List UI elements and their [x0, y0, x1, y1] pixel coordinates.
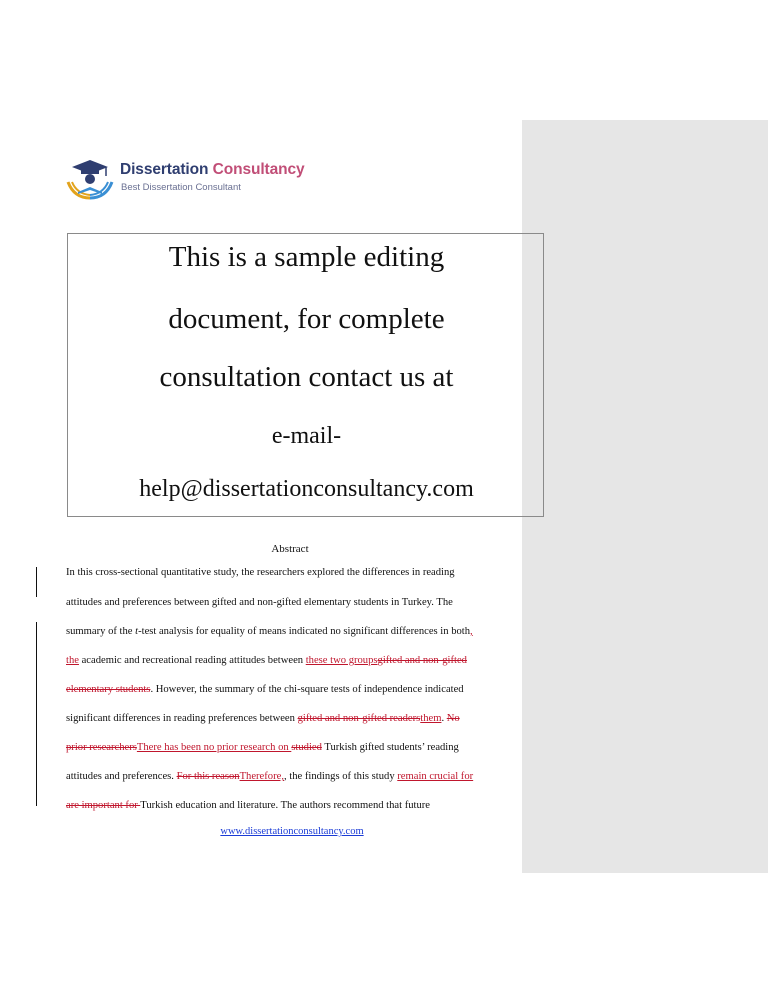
abstract-line: significant differences in reading preferences between gifted and non-gifted readersthem. No — [66, 713, 460, 724]
company-logo — [66, 158, 326, 200]
insertion: the — [66, 655, 79, 666]
deletion: studied — [291, 742, 322, 753]
insertion: , — [470, 626, 473, 637]
deletion: gifted and non-gifted readers — [297, 713, 421, 724]
abstract-line: are important for Turkish education and literature. The authors recommend that future — [66, 800, 431, 811]
insertion: them — [420, 713, 442, 724]
abstract-line: attitudes and preferences. For this reasonTherefore,, the findings of this study remain crucial for — [66, 771, 474, 782]
abstract-line: elementary students. However, the summary of the chi-square tests of independence indicated — [66, 684, 464, 695]
abstract-line: attitudes and preferences between gifted and non-gifted elementary students in Turkey. The — [66, 597, 453, 608]
notice-line-3: consultation contact us at — [159, 361, 454, 393]
graduation-cap-book-icon — [66, 158, 116, 200]
logo-tagline: Best Dissertation Consultant — [121, 182, 241, 193]
change-bar — [36, 622, 37, 806]
abstract-line: summary of the t-test analysis for equality of means indicated no significant differences in both, — [66, 626, 473, 637]
change-bar — [36, 567, 37, 597]
deletion: gifted and non-gifted — [377, 655, 467, 666]
abstract-heading: Abstract — [271, 543, 309, 555]
insertion: There has been no prior research on — [136, 742, 292, 753]
insertion: these two groups — [305, 655, 378, 666]
comment-pane — [522, 120, 768, 873]
deletion: elementary students — [66, 684, 151, 695]
footer-website-link[interactable]: www.dissertationconsultancy.com — [220, 826, 364, 837]
abstract-line: the academic and recreational reading attitudes between these two groupsgifted and non-gifted — [66, 655, 467, 666]
notice-line-4: e-mail- — [271, 423, 342, 449]
sample-notice-box — [67, 233, 544, 517]
abstract-line: prior researchersThere has been no prior research on studied Turkish gifted students’ reading — [66, 742, 459, 753]
notice-email[interactable]: help@dissertationconsultancy.com — [139, 476, 474, 502]
abstract-line: In this cross-sectional quantitative study, the researchers explored the differences in reading — [66, 567, 455, 578]
insertion: Therefore, — [239, 771, 284, 782]
logo-name: Dissertation Consultancy — [120, 161, 305, 178]
deletion: For this reason — [176, 771, 240, 782]
deletion: prior researchers — [66, 742, 137, 753]
deletion: are important for — [66, 800, 141, 811]
insertion: remain crucial for — [397, 771, 474, 782]
deletion: No — [446, 713, 460, 724]
notice-line-2: document, for complete — [168, 303, 445, 335]
notice-line-1: This is a sample editing — [168, 241, 445, 273]
